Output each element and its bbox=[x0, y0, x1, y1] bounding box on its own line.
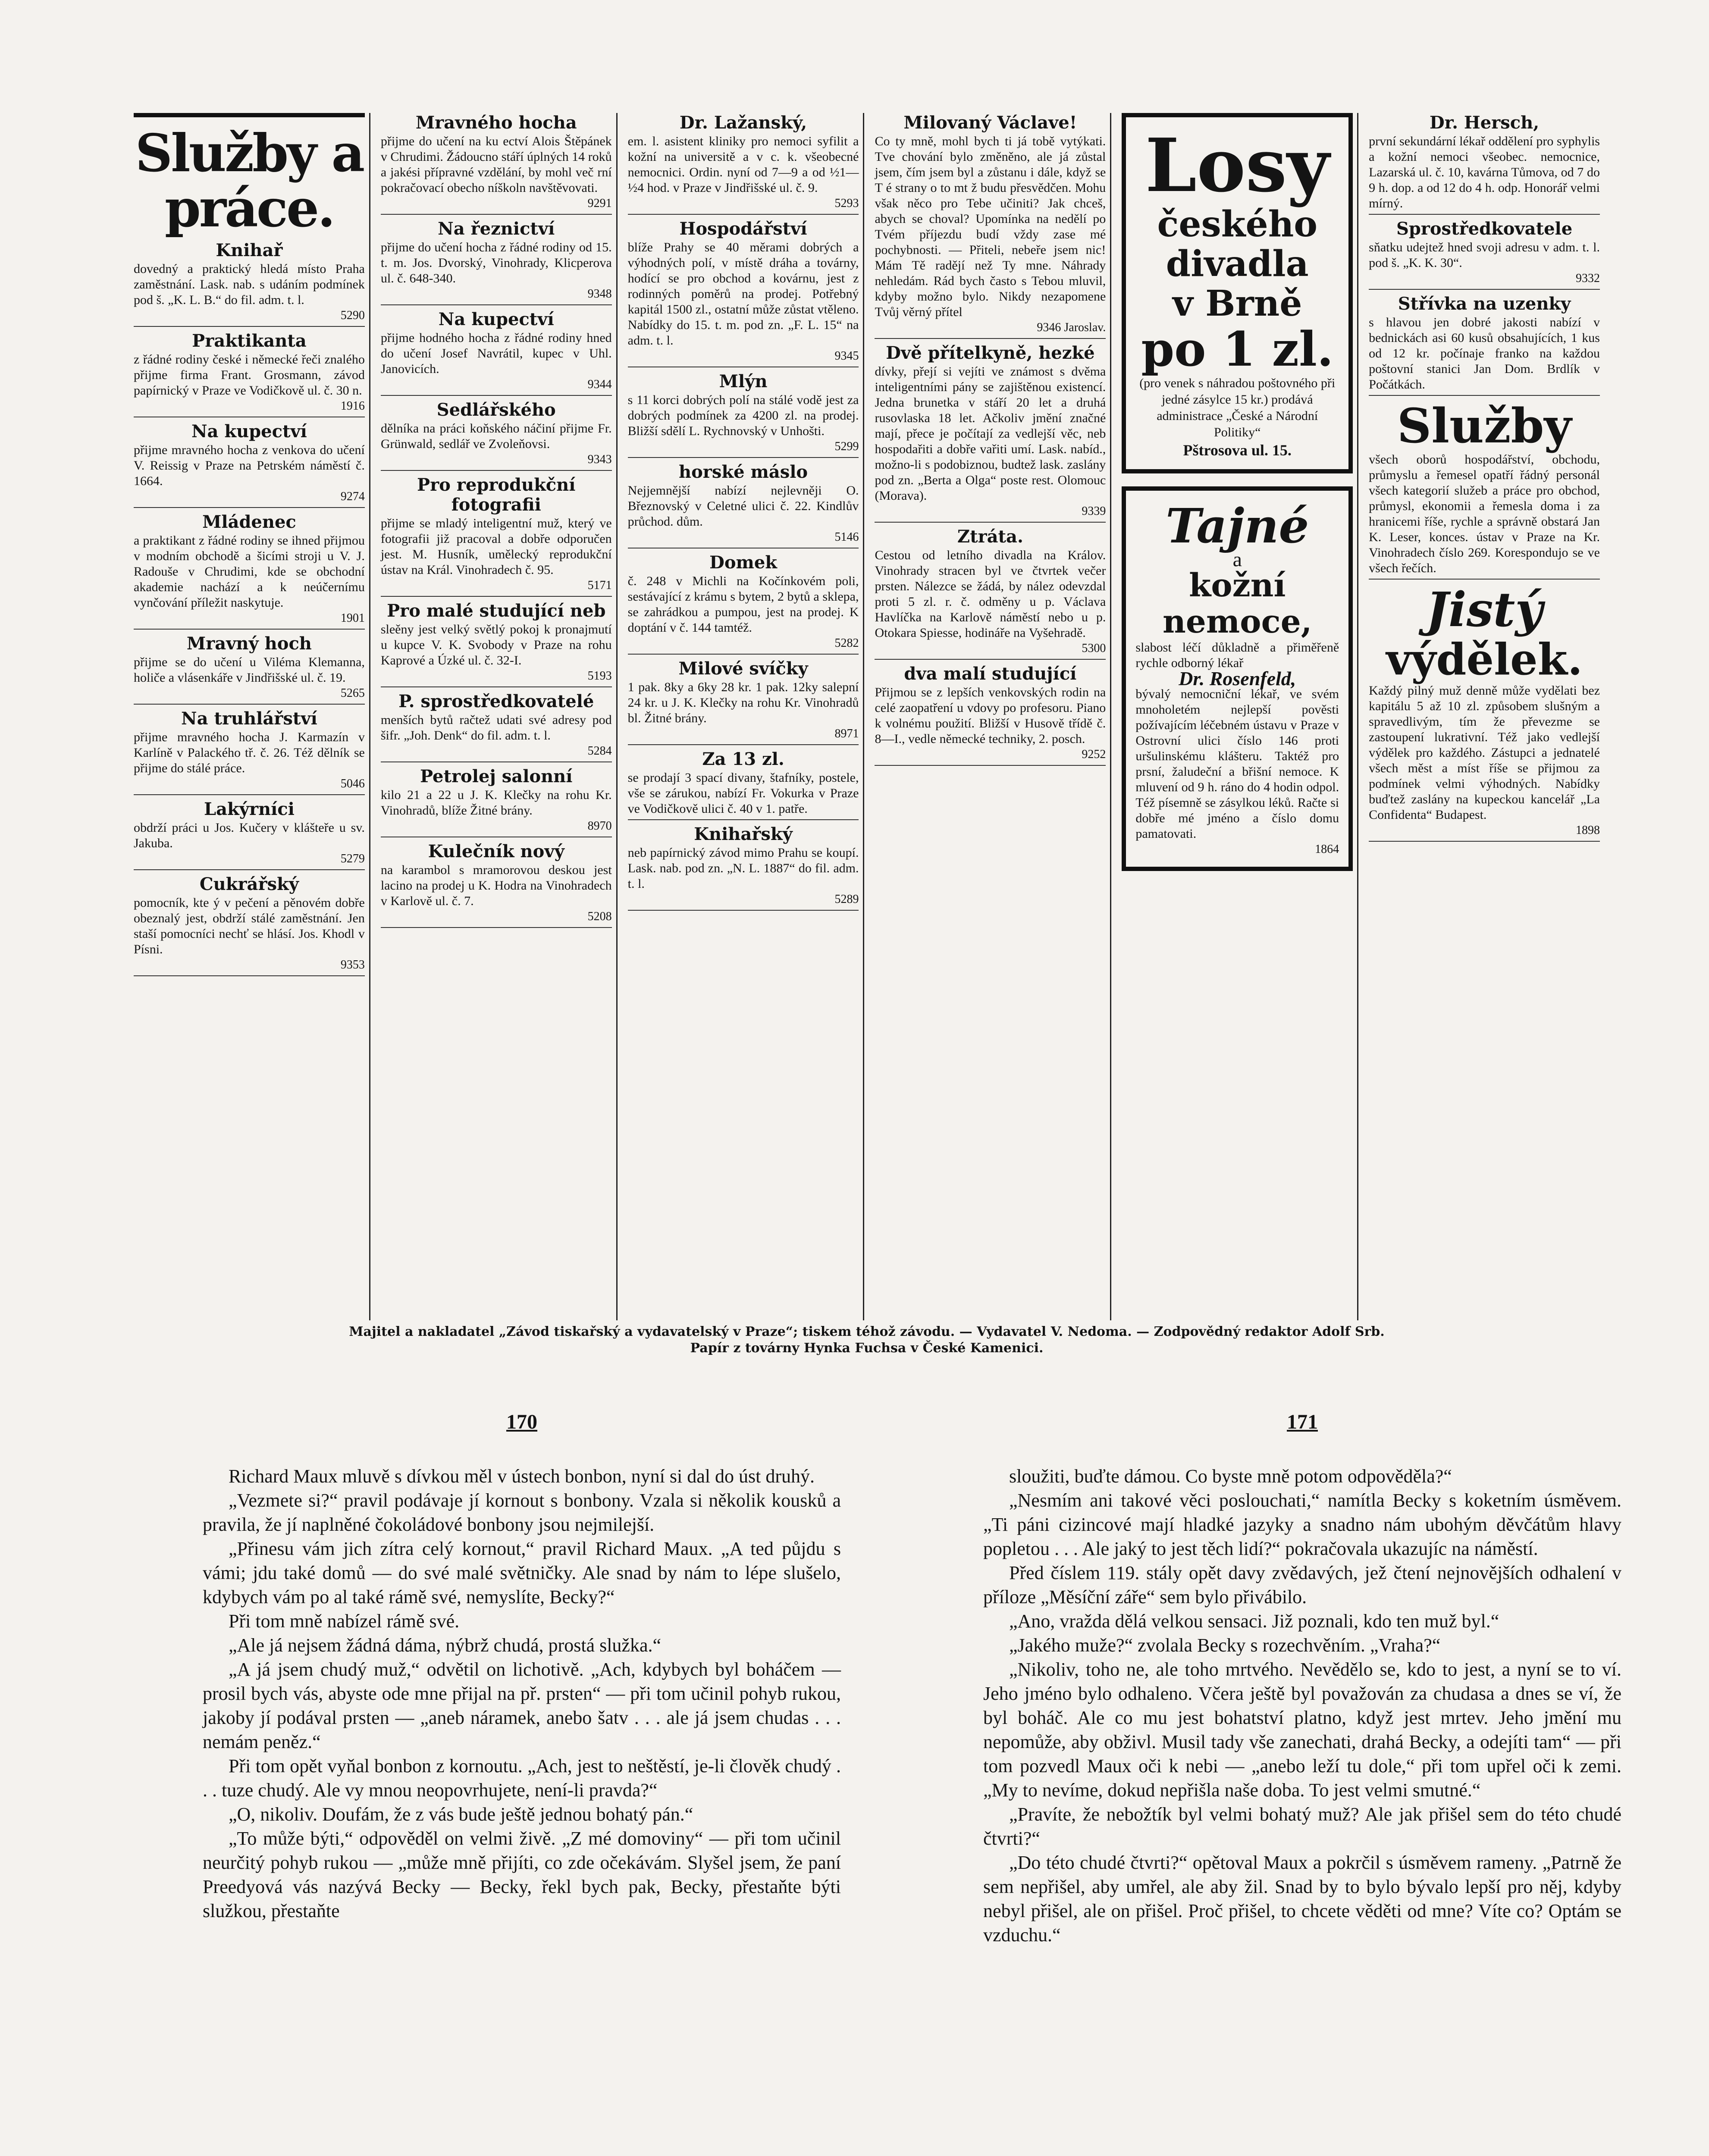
ad-column bbox=[129, 113, 370, 1320]
ad-number: 9291 bbox=[587, 197, 612, 210]
ad-item bbox=[134, 799, 365, 870]
ad-number: 5299 bbox=[834, 440, 859, 453]
ad-text: obdrží práci u Jos. Kučery v klášteře u sv. Jakuba. bbox=[134, 821, 365, 850]
ad-text: Nejjemnější nabízí nejlevněji O. Březnovský v Celetné ulici č. 22. Kindlův průchod. dům. bbox=[627, 483, 859, 529]
ad-number: 5282 bbox=[834, 636, 859, 650]
paragraph: Při tom opět vyňal bonbon z kornoutu. „Ach, jest to neštěstí, je-li člověk chudý . . . tuze chudý. Ale vy mnou neopovrhujete, není-li pravda?“ bbox=[203, 1755, 841, 1801]
paragraph: „Přinesu vám jich zítra celý kornout,“ pravil Richard Maux. „A ted půjdu s vámi; jdu také domů — do své malé světničky. Ale snad by nám to lépe slušelo, kdybych vám po al také rámě své, nemyslíte, Becky?“ bbox=[203, 1538, 841, 1608]
ad-item bbox=[134, 241, 365, 327]
ad-number: 5208 bbox=[587, 910, 612, 923]
paragraph: „Jakého muže?“ zvolala Becky s rozechvěním. „Vraha?“ bbox=[1009, 1635, 1441, 1656]
ad-title: Domek bbox=[709, 552, 777, 573]
ad-title: Praktikanta bbox=[192, 331, 307, 351]
ad-number: 5265 bbox=[340, 686, 365, 700]
ad-number: 5171 bbox=[587, 579, 612, 592]
ad-number: 1864 bbox=[1315, 843, 1339, 856]
imprint-line-2: Papír z továrny Hynka Fuchsa v České Kamenici. bbox=[690, 1341, 1044, 1356]
paragraph: „Pravíte, že nebožtík byl velmi bohatý muž? Ale jak přišel sem do této chudé čtvrti?“ bbox=[983, 1804, 1621, 1849]
ad-title: Kulečník nový bbox=[428, 841, 564, 862]
ad-number: 9353 bbox=[340, 958, 365, 971]
ad-title: Cukrářský bbox=[199, 874, 299, 894]
ad-item bbox=[134, 512, 365, 630]
ad-number: 9345 bbox=[834, 349, 859, 363]
ad-item bbox=[628, 462, 859, 548]
ad-text: neb papírnický závod mimo Prahu se koupí. Lask. nab. pod zn. „N. L. 1887“ do fil. adm. t. l. bbox=[627, 846, 859, 891]
ad-text: s hlavou jen dobré jakosti nabízí v bednickách asi 60 kusů obsahujících, 1 kus od 12 kr. počínaje franko na každou poštovní stanici Jan Dom. Brdlík v Počátkách. bbox=[1369, 315, 1600, 392]
ad-number: 5279 bbox=[340, 852, 365, 865]
ad-item bbox=[628, 113, 859, 215]
ad-title: Na kupectví bbox=[438, 309, 554, 329]
ad-number: 5290 bbox=[340, 309, 365, 322]
ad-column bbox=[624, 113, 865, 1320]
ad-title: horské máslo bbox=[679, 462, 808, 482]
ad-title: Dr. Lažanský, bbox=[679, 113, 807, 133]
ad-text: Každý pilný muž denně může vydělati bez kapitálu 5 až 10 zl. způsobem slušným a spravedlivým, tím že převezme se zastoupení lukrativní. Též jako vedlejší výdělek pro každého. Zástupci a jednatelé všech měst a míst říše se přijmou za podmínek velmi výhodných. Nabídky buďtež zaslány na kupeckou kancelář „La Confidenta“ Budapest. bbox=[1369, 683, 1600, 822]
left-page bbox=[203, 1410, 841, 2156]
paragraph: „A já jsem chudý muž,“ odvětil on lichotivě. „Ach, kdybych byl boháčem — prosil bych vás, abyste ode mne přijal na př. prsten“ — při tom učinil pohyb rukou, jakoby jí podával prsten — „aneb náramek, anebo šatv . . . ale já jsem chudas . . . nemám peněz.“ bbox=[203, 1659, 841, 1752]
medical-ad-text: bývalý nemocniční lékař, ve svém mnoholetém nejlepší pověsti požívajícím léčebném ústavu v Praze v Ostrovní ulici číslo 146 proti uršulinskému klášteru. Taktéž pro prsní, žaludeční a břišní nemoce. K mluvení od 9 h. ráno do 4 hodin odpol. Též písemně se zásylkou léků. Račte si dobře mé jméno a číslo domu pamatovati. bbox=[1135, 687, 1339, 841]
paragraph: „Nikoliv, toho ne, ale toho mrtvého. Nevědělo se, kdo to jest, a nyní se to ví. Jeho jméno bylo odhaleno. Včera ještě byl považován za chudasa a dnes se ví, že byl boháč. Ale co mu jest bohatství platno, když jest mrtev. Jeho jmění mu nepomůže, aby obživl. Musil tady vše zanechati, drahá Becky, a odejíti tam“ — při tom pozvedl Maux oči k nebi — „anebo leží tu dole,“ při tom upřel oči k zemi. „My to nevíme, dokud nepřišla naše doba. To jest velmi smutné.“ bbox=[983, 1659, 1621, 1801]
paragraph: „To může býti,“ odpověděl on velmi živě. „Z mé domoviny“ — při tom učinil neurčitý pohyb rukou — „může mně přijíti, co zde očekávám. Slyšel jsem, že paní Preedyová vás nazývá Becky — Becky, řekl bych pak, Becky, přestaňte býti služkou, přestaňte bbox=[203, 1828, 841, 1921]
ad-item bbox=[628, 219, 859, 367]
ad-text: přijme do učení hocha z řádné rodiny od 15. t. m. Jos. Dvorský, Vinohrady, Klicperova ul. č. 648-340. bbox=[380, 240, 612, 285]
ad-number: 8971 bbox=[834, 727, 859, 740]
ad-text: z řádné rodiny české i německé řeči znalého přijme firma Frant. Grosmann, závod papírnický v Praze ve Vodičkově ul. č. 30 n. bbox=[134, 352, 365, 398]
ad-text: na karambol s mramorovou deskou jest lacino na prodej u K. Hodra na Vinohradech v Karlově ul. č. 7. bbox=[380, 863, 612, 908]
ad-item bbox=[875, 343, 1106, 523]
paragraph: sloužiti, buďte dámou. Co byste mně potom odpověděla?“ bbox=[1009, 1466, 1452, 1487]
paragraph: „Ale já nejsem žádná dáma, nýbrž chudá, prostá služka.“ bbox=[229, 1635, 662, 1656]
ad-text: dělníka na práci koňského náčiní přijme Fr. Grünwald, sedlář ve Zvoleňovsi. bbox=[380, 421, 612, 451]
ad-number: 5293 bbox=[834, 197, 859, 210]
ad-text: Cestou od letního divadla na Králov. Vinohrady stracen byl ve čtvrtek večer prsten. Nálezce se žádá, by nález odevzdal proti 5 zl. r. č. odměny u p. Václava Havlíčka na Karlově náměstí nebo u p. Otokara Spiesse, hodináře na Vyšehradě. bbox=[875, 548, 1106, 640]
ad-item bbox=[628, 749, 859, 820]
ad-number: 9348 bbox=[587, 287, 612, 301]
ad-title: P. sprostředkovatelé bbox=[398, 691, 594, 711]
paragraph: „Nesmím ani takové věci poslouchati,“ namítla Becky s koketním úsměvem. „Ti páni cizincové mají hladké jazyky a snadno nám ubohým děvčátům hlavy popletou . . . Ale jaký to jest těch lidí?“ pokračovala ukazujíc na náměstí. bbox=[983, 1490, 1621, 1559]
page-number: 171 bbox=[1287, 1410, 1318, 1433]
lottery-place: v Brně bbox=[1172, 283, 1302, 324]
page-text bbox=[983, 1464, 1621, 1947]
ad-text: 1 pak. 8ky a 6ky 28 kr. 1 pak. 12ky salepní 24 kr. u J. K. Klečky na rohu Kr. Vinohradů bl. Žitné brány. bbox=[627, 680, 859, 725]
ad-item bbox=[381, 475, 612, 597]
ad-text: pomocník, kte ý v pečení a pěnovém dobře obeznalý jest, obdrží stálé zaměstnání. Jen staší pomocníci nechť se hlásí. Jos. Khodl v Písni. bbox=[134, 896, 365, 956]
imprint bbox=[129, 1324, 1604, 1357]
ad-title: Petrolej salonní bbox=[420, 766, 573, 787]
ad-number: 5289 bbox=[834, 893, 859, 906]
medical-ad bbox=[1122, 486, 1353, 871]
ad-text: blíže Prahy se 40 měrami dobrých a výhodných polí, v místě dráha a továrny, hodící se pro obchod a kovárnu, jest z rodinných poměrů na prodej. Potřebný kapitál 1500 zl., ostatní může zůstat vtěleno. Nabídky do 15. t. m. pod zn. „F. L. 15“ na adm. t. l. bbox=[627, 240, 859, 348]
ad-title: Mládenec bbox=[202, 512, 296, 532]
ad-text: přijme se do učení u Viléma Klemanna, holiče a vlásenkáře v Jindřišské ul. č. 19. bbox=[134, 655, 365, 685]
ad-title: Za 13 zl. bbox=[702, 749, 784, 769]
ad-item bbox=[1369, 113, 1600, 215]
ad-number: 9346 Jaroslav. bbox=[1037, 321, 1106, 334]
ad-number: 1916 bbox=[340, 399, 365, 413]
ad-text: em. l. asistent kliniky pro nemoci syfilit a kožní na universitě a v c. k. všeobecné nemocnici. Ordin. nyní od 7—9 a od ½1—½4 hod. v Praze v Jindřišské ul. č. 9. bbox=[627, 134, 859, 195]
ad-title: Na řeznictví bbox=[438, 219, 555, 239]
ad-number: 9344 bbox=[587, 378, 612, 391]
ad-text: Co ty mně, mohl bych ti já tobě vytýkati. Tve chování bylo změněno, ale já zůstal jsem, čím jsem byl a zůstanu i dále, když se T é strany o to mt ž budu přesvědčen. Mohu však něco pro Tebe učiniti? Jak chceš, abych se choval? Upomínka na nedělí po Tvém příjezdu budí vždy zase mé pochybnosti. — Přiteli, nebeře jsem nic! Mám Tě radějí než Ty mne. Náhrady nehledám. Rád bych často s Tebou mluvil, kdyby možno bylo. Nikdy nezapomene Tvůj věrný přítel bbox=[875, 134, 1106, 319]
ad-item bbox=[1369, 400, 1600, 580]
lottery-ad bbox=[1122, 113, 1353, 473]
ad-item bbox=[381, 219, 612, 305]
ad-item bbox=[381, 310, 612, 396]
medical-ad-title: Tajné bbox=[1166, 498, 1309, 554]
ad-column bbox=[1117, 113, 1358, 1320]
medical-ad-subtitle: kožní nemoce, bbox=[1163, 567, 1312, 640]
ad-title: Knihařský bbox=[694, 824, 793, 844]
section-heading: Služby a práce. bbox=[134, 113, 365, 236]
ad-title: Sedlářského bbox=[436, 400, 556, 420]
ad-number: 5284 bbox=[587, 744, 612, 758]
ad-item bbox=[628, 372, 859, 458]
paragraph: Při tom mně nabízel rámě své. bbox=[229, 1611, 460, 1632]
medical-ad-text: slabost léčí důkladně a přiměřeně rychle odborný lékař bbox=[1135, 640, 1339, 670]
ad-item bbox=[381, 113, 612, 215]
ad-number: 5193 bbox=[587, 669, 612, 683]
ad-number: 8970 bbox=[587, 819, 612, 833]
ad-title: Na kupectví bbox=[191, 421, 307, 442]
ad-text: dívky, přejí si vejíti ve známost s dvěma inteligentními pány se zajištěnou existencí. Jedna brunetka v stáří 20 let a druhá rusovlaska 18 let. Ačkoliv jmění značné mají, přece je počítají za vedlejší věc, neb hospodařiti a dobře vařiti umí. Lask. nabíd., možno-li s podobiznou, budtež lask. zaslány pod zn. „Berta a Olga“ poste rest. Olomouc (Morava). bbox=[875, 364, 1106, 503]
ad-title: Na truhlářství bbox=[181, 708, 317, 729]
lottery-title: Losy bbox=[1145, 122, 1330, 209]
ad-title: Milové svíčky bbox=[678, 658, 808, 679]
ad-item bbox=[875, 113, 1106, 339]
ad-item bbox=[134, 422, 365, 508]
paragraph: „Do této chudé čtvrti?“ opětoval Maux a pokrčil s úsměvem rameny. „Patrně že sem nepřišel, aby umřel, ale aby žil. Snad by to bylo bývalo lepší pro něj, kdyby nebyl přišel, ale on přišel. Proč přišel, to chcete věděti od mne? Víte co? Optám se vzduchu.“ bbox=[983, 1852, 1621, 1946]
ad-number: 1901 bbox=[340, 611, 365, 625]
ad-text: přijme mravného hocha z venkova do učení V. Reissig v Praze na Petrském náměstí č. 1664. bbox=[134, 443, 365, 488]
paragraph: „Vezmete si?“ pravil podávaje jí kornout s bonbony. Vzala si několik kousků a pravila, že jí naplněné čokoládové bonbony jsou nejmilejší. bbox=[203, 1490, 841, 1535]
ad-item bbox=[381, 692, 612, 762]
ad-title: Sprostředkovatele bbox=[1396, 219, 1573, 239]
ad-column bbox=[376, 113, 618, 1320]
ad-text: č. 248 v Michli na Kočínkovém poli, sestávající z krámu s bytem, 2 bytů a sklepa, se zahrádkou a pumpou, jest na prodej. K doptání v č. 144 tamtéž. bbox=[627, 574, 859, 635]
paragraph: „O, nikoliv. Doufám, že z vás bude ještě jednou bohatý pán.“ bbox=[229, 1804, 693, 1825]
ad-number: 9343 bbox=[587, 453, 612, 466]
ad-title: Mlýn bbox=[719, 371, 768, 392]
paragraph: „Ano, vražda dělá velkou sensaci. Již poznali, kdo ten muž byl.“ bbox=[1009, 1611, 1499, 1632]
ad-title: Pro malé studující neb bbox=[387, 601, 606, 621]
ad-title: Jistý bbox=[1426, 582, 1543, 637]
imprint-line-1: Majitel a nakladatel „Závod tiskařský a vydavatelský v Praze“; tiskem téhož závodu. — Vydavatel V. Nedoma. — Zodpovědný redaktor Adolf Srb. bbox=[349, 1324, 1385, 1339]
ad-number: 1898 bbox=[1575, 824, 1600, 837]
ad-subtitle: výdělek. bbox=[1386, 634, 1583, 685]
ad-text: přijme mravného hocha J. Karmazín v Karlíně v Palackého tř. č. 26. Též dělník se přijme do stálé práce. bbox=[134, 730, 365, 775]
ad-text: všech oborů hospodářství, obchodu, průmyslu a řemesel opatří řádný personál všech kategorií služeb a práce pro obchod, průmysl, ekonomii a řemesla doma i za hranicemi říše, rychle a správně obstará Jan K. Leser, konces. ústav v Praze na Kr. Vinohradech číslo 269. Korespondujo se ve všech řečích. bbox=[1369, 452, 1600, 575]
ad-title: dva malí studující bbox=[904, 664, 1077, 684]
ad-column bbox=[1364, 113, 1604, 1320]
ad-title: Mravný hoch bbox=[186, 633, 312, 654]
ad-text: přijme se mladý inteligentní muž, který ve fotografii již pracoval a dobře odporučen jest. M. Husník, umělecký reprodukční ústav na Král. Vinohradech č. 95. bbox=[380, 516, 612, 577]
classified-ads bbox=[129, 113, 1604, 1320]
ad-item bbox=[134, 331, 365, 417]
ad-text: s 11 korci dobrých polí na stálé vodě jest za dobrých podmínek za 4200 zl. na prodej. Bližší sdělí L. Rychnovský v Unhošti. bbox=[627, 393, 859, 438]
ad-number: 5046 bbox=[340, 777, 365, 790]
ad-text: menších bytů račtež udati své adresy pod šifr. „Joh. Denk“ do fil. adm. t. l. bbox=[380, 713, 612, 743]
ad-number: 5300 bbox=[1082, 642, 1106, 655]
ad-item bbox=[1369, 294, 1600, 396]
ad-item bbox=[628, 659, 859, 745]
ad-text: přijme hodného hocha z řádné rodiny hned do učení Josef Navrátil, kupec v Uhl. Janovicích. bbox=[380, 331, 612, 376]
ad-item bbox=[134, 634, 365, 705]
ad-text: Přijmou se z lepších venkovských rodin na celé zaopatření u vdovy po profesoru. Piano k volnému použití. Bližší v Husově třídě č. 8—I., vedle německé techniky, 2. posch. bbox=[875, 685, 1106, 746]
ad-item bbox=[628, 824, 859, 911]
ad-item bbox=[134, 709, 365, 795]
ad-item bbox=[381, 601, 612, 687]
ad-title: Služby bbox=[1397, 398, 1572, 454]
lottery-subtitle: českého divadla bbox=[1157, 204, 1317, 285]
ad-number: 9332 bbox=[1575, 272, 1600, 285]
ad-item bbox=[628, 553, 859, 655]
paragraph: Před číslem 119. stály opět davy zvědavých, jež čtení nejnovějších odhalení v příloze „Měsíční záře“ sem bylo přivábilo. bbox=[983, 1562, 1621, 1608]
ad-text: sleěny jest velký světlý pokoj k pronajmutí u kupce V. K. Svobody v Praze na rohu Kaprové a Úzké ul. č. 32-I. bbox=[380, 622, 612, 667]
ad-title: Pro reprodukční fotografii bbox=[417, 475, 576, 515]
medical-ad-conjunction: a bbox=[1232, 548, 1242, 571]
ad-number: 5146 bbox=[834, 530, 859, 544]
ad-column bbox=[870, 113, 1111, 1320]
ad-title: Lakýrníci bbox=[204, 799, 295, 819]
ad-title: Mravného hocha bbox=[415, 113, 577, 133]
ad-title: Ztráta. bbox=[957, 526, 1023, 547]
ad-title: Dvě přítelkyně, hezké bbox=[886, 343, 1095, 363]
paragraph: Richard Maux mluvě s dívkou měl v ústech bonbon, nyní si dal do úst druhý. bbox=[229, 1466, 815, 1487]
lottery-address: Pštrosova ul. 15. bbox=[1183, 442, 1292, 459]
ad-item bbox=[1369, 219, 1600, 290]
ad-item bbox=[381, 767, 612, 837]
ad-item bbox=[134, 874, 365, 976]
page-text bbox=[203, 1464, 841, 1923]
ad-title: Dr. Hersch, bbox=[1429, 113, 1540, 133]
ad-title: Hospodářství bbox=[679, 219, 807, 239]
ad-item bbox=[381, 842, 612, 928]
lottery-price: po 1 zl. bbox=[1141, 321, 1334, 377]
ad-text: přijme do učení na ku ectví Alois Štěpánek v Chrudimi. Žádoucno stáří úplných 14 roků a jakési přípravné vzdělání, by mohl več rní pokračovací obecho níškoln navštěvovati. bbox=[380, 134, 612, 195]
ad-text: dovedný a praktický hledá místo Praha zaměstnání. Lask. nab. s udáním podmínek pod š. „K. L. B.“ do fil. adm. t. l. bbox=[134, 262, 365, 307]
ad-number: 9252 bbox=[1082, 748, 1106, 761]
ad-text: kilo 21 a 22 u J. K. Klečky na rohu Kr. Vinohradů, blíže Žitné brány. bbox=[380, 788, 612, 818]
right-page bbox=[983, 1410, 1621, 2156]
page-number: 170 bbox=[506, 1410, 537, 1433]
medical-ad-doctor: Dr. Rosenfeld, bbox=[1179, 667, 1296, 689]
ad-text: sňatku udejtež hned svoji adresu v adm. t. l. pod š. „K. K. 30“. bbox=[1369, 240, 1600, 270]
lottery-note: (pro venek s náhradou poštovného při jedné zásylce 15 kr.) prodává administrace „České a Národní Politiky“ bbox=[1139, 376, 1336, 439]
ad-item bbox=[875, 527, 1106, 660]
ad-number: 9339 bbox=[1082, 505, 1106, 518]
ad-text: se prodají 3 spací divany, štafníky, postele, vše se zárukou, nabízí Fr. Vokurka v Praze ve Vodičkově ulici č. 40 v 1. patře. bbox=[627, 771, 859, 816]
ad-item bbox=[1369, 584, 1600, 842]
ad-title: Knihař bbox=[216, 240, 283, 260]
ad-title: Milovaný Václave! bbox=[903, 113, 1077, 133]
ad-item bbox=[381, 400, 612, 471]
ad-number: 9274 bbox=[340, 490, 365, 503]
ad-text: první sekundární lékař oddělení pro syphylis a kožní nemoci všeobec. nemocnice, Lazarská ul. č. 10, kavárna Tůmova, od 7 do 9 h. dop. a od 12 do 4 h. odp. Honorář velmi mírný. bbox=[1369, 134, 1600, 210]
ad-item bbox=[875, 664, 1106, 766]
ad-title: Střívka na uzenky bbox=[1398, 294, 1571, 314]
ad-text: a praktikant z řádné rodiny se ihned přijmou v modním obchodě a šicími stroji u V. J. Radouše v Chrudimi, kde se obchodní akademie nachází a k neúčernímu vynčování příležit naskytuje. bbox=[134, 533, 365, 610]
